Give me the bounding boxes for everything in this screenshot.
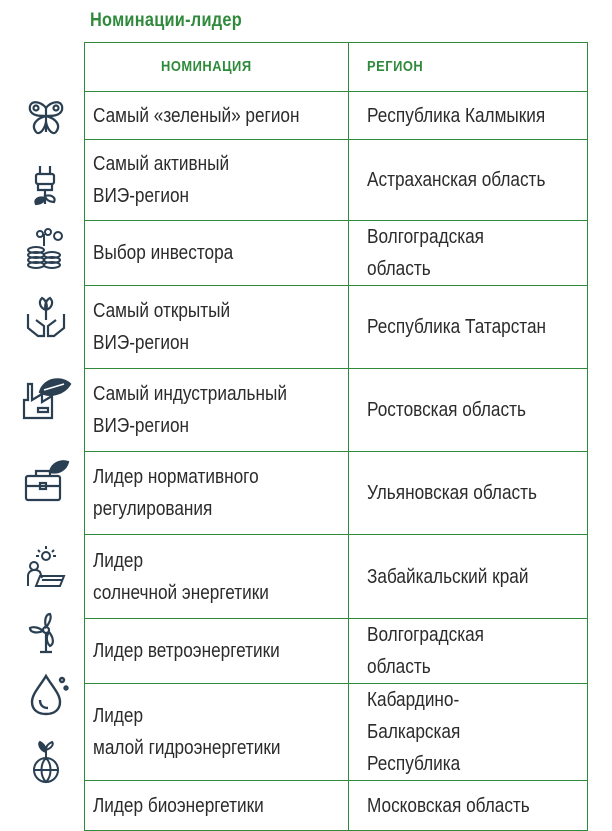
region-cell: Ростовская область (349, 369, 588, 452)
region-cell: Волгоградская область (349, 221, 588, 286)
region-cell: Волгоградская область (349, 619, 588, 684)
briefcase-leaf-icon (18, 456, 74, 504)
nominations-table (84, 42, 588, 831)
butterfly-icon (18, 94, 74, 142)
nomination-cell: Лидер солнечной энергетики (85, 535, 349, 619)
table-header-row (85, 43, 588, 92)
region-cell: Республика Калмыкия (349, 92, 588, 140)
nomination-cell: Самый активный ВИЭ-регион (85, 140, 349, 221)
nomination-cell: Лидер малой гидроэнергетики (85, 684, 349, 781)
coins-icon (18, 224, 74, 272)
wind-turbine-icon (18, 608, 74, 656)
table-row (85, 781, 588, 831)
region-cell: Забайкальский край (349, 535, 588, 619)
table-row (85, 369, 588, 452)
region-cell: Республика Татарстан (349, 286, 588, 369)
solar-worker-icon (18, 542, 74, 590)
page-title: Номинации-лидер (90, 10, 242, 31)
table-row (85, 452, 588, 535)
factory-leaf-icon (18, 374, 74, 422)
header-nomination: НОМИНАЦИЯ (85, 43, 349, 92)
nomination-cell: Самый открытый ВИЭ-регион (85, 286, 349, 369)
header-region: РЕГИОН (349, 43, 588, 92)
plug-leaf-icon (18, 160, 74, 208)
region-cell: Московская область (349, 781, 588, 831)
nomination-cell: Лидер нормативного регулирования (85, 452, 349, 535)
region-cell: Астраханская область (349, 140, 588, 221)
globe-sprout-icon (18, 738, 74, 786)
region-cell: Ульяновская область (349, 452, 588, 535)
table-row (85, 221, 588, 286)
table-row (85, 684, 588, 781)
table-row (85, 140, 588, 221)
nomination-cell: Выбор инвестора (85, 221, 349, 286)
hands-plant-icon (18, 292, 74, 340)
nomination-cell: Лидер ветроэнергетики (85, 619, 349, 684)
nomination-cell: Самый «зеленый» регион (85, 92, 349, 140)
nomination-cell: Лидер биоэнергетики (85, 781, 349, 831)
table-row (85, 619, 588, 684)
region-cell: Кабардино-Балкарская Республика (349, 684, 588, 781)
nomination-cell: Самый индустриальный ВИЭ-регион (85, 369, 349, 452)
table-row (85, 535, 588, 619)
water-drop-icon (18, 670, 74, 718)
table-row (85, 92, 588, 140)
table-row (85, 286, 588, 369)
